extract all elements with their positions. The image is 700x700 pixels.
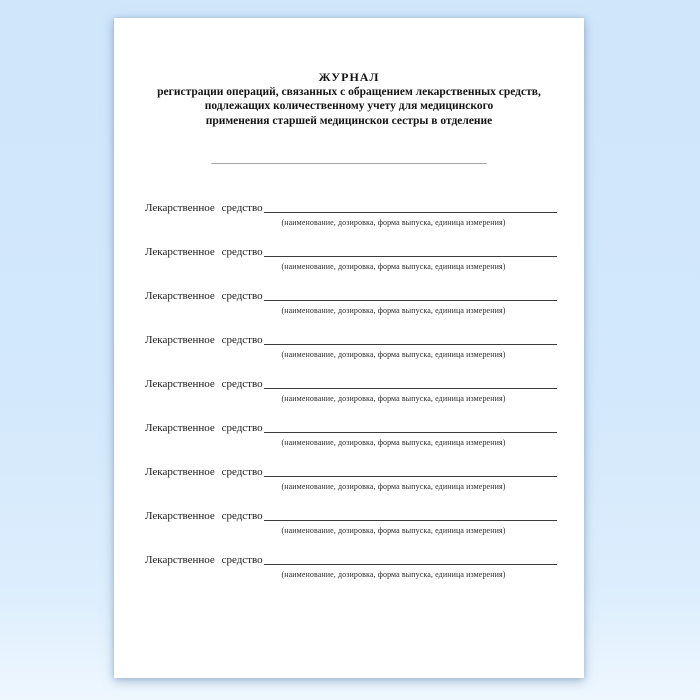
medicine-row-caption: (наименование, дозировка, форма выпуска, единица измерения): [281, 350, 506, 359]
medicine-fill-in-line: [264, 564, 557, 565]
medicine-row-label: Лекарственное средство: [145, 422, 263, 434]
medicine-fill-in-line: [264, 388, 557, 389]
medicine-row-caption: (наименование, дозировка, форма выпуска, единица измерения): [281, 262, 506, 271]
medicine-row-label: Лекарственное средство: [145, 290, 263, 302]
medicine-row: [145, 422, 557, 448]
medicine-row-caption: (наименование, дозировка, форма выпуска, единица измерения): [281, 570, 506, 579]
medicine-row-top: [145, 334, 557, 347]
medicine-row-top: [145, 466, 557, 479]
medicine-row: [145, 290, 557, 316]
medicine-row-top: [145, 510, 557, 523]
medicine-row-caption: (наименование, дозировка, форма выпуска, единица измерения): [281, 438, 506, 447]
medicine-row-label: Лекарственное средство: [145, 334, 263, 346]
medicine-row-caption: (наименование, дозировка, форма выпуска, единица измерения): [281, 394, 506, 403]
form-rows: [145, 202, 557, 580]
title-line-2: регистрации операций, связанных с обращением лекарственных средств,: [157, 85, 541, 98]
medicine-row-label: Лекарственное средство: [145, 378, 263, 390]
medicine-row-label: Лекарственное средство: [145, 202, 263, 214]
document-title: [114, 70, 584, 128]
medicine-row-label: Лекарственное средство: [145, 554, 263, 566]
title-line-3: подлежащих количественному учету для медицинского: [204, 100, 494, 112]
medicine-row-label: Лекарственное средство: [145, 466, 263, 478]
medicine-fill-in-line: [264, 520, 557, 521]
medicine-row: [145, 334, 557, 360]
medicine-row-top: [145, 246, 557, 259]
medicine-row-top: [145, 378, 557, 391]
medicine-fill-in-line: [264, 212, 557, 213]
medicine-row-top: [145, 422, 557, 435]
medicine-row-top: [145, 554, 557, 567]
medicine-fill-in-line: [264, 344, 557, 345]
medicine-row: [145, 510, 557, 536]
medicine-row-caption: (наименование, дозировка, форма выпуска, единица измерения): [281, 482, 506, 491]
medicine-row: [145, 202, 557, 228]
medicine-row: [145, 246, 557, 272]
medicine-row-label: Лекарственное средство: [145, 246, 263, 258]
document-page: [114, 18, 584, 678]
medicine-row: [145, 466, 557, 492]
medicine-row: [145, 554, 557, 580]
medicine-row-top: [145, 202, 557, 215]
title-line-journal: ЖУРНАЛ: [318, 70, 380, 84]
title-line-4: применения старшей медицинскои сестры в отделение: [205, 114, 493, 127]
medicine-row-caption: (наименование, дозировка, форма выпуска, единица измерения): [281, 218, 506, 227]
medicine-row: [145, 378, 557, 404]
medicine-row-caption: (наименование, дозировка, форма выпуска, единица измерения): [281, 526, 506, 535]
medicine-row-label: Лекарственное средство: [145, 510, 263, 522]
medicine-fill-in-line: [264, 300, 557, 301]
medicine-fill-in-line: [264, 432, 557, 433]
medicine-row-caption: (наименование, дозировка, форма выпуска, единица измерения): [281, 306, 506, 315]
medicine-fill-in-line: [264, 256, 557, 257]
medicine-fill-in-line: [264, 476, 557, 477]
medicine-row-top: [145, 290, 557, 303]
organization-fill-in-line: __________________________________________________: [211, 153, 487, 165]
